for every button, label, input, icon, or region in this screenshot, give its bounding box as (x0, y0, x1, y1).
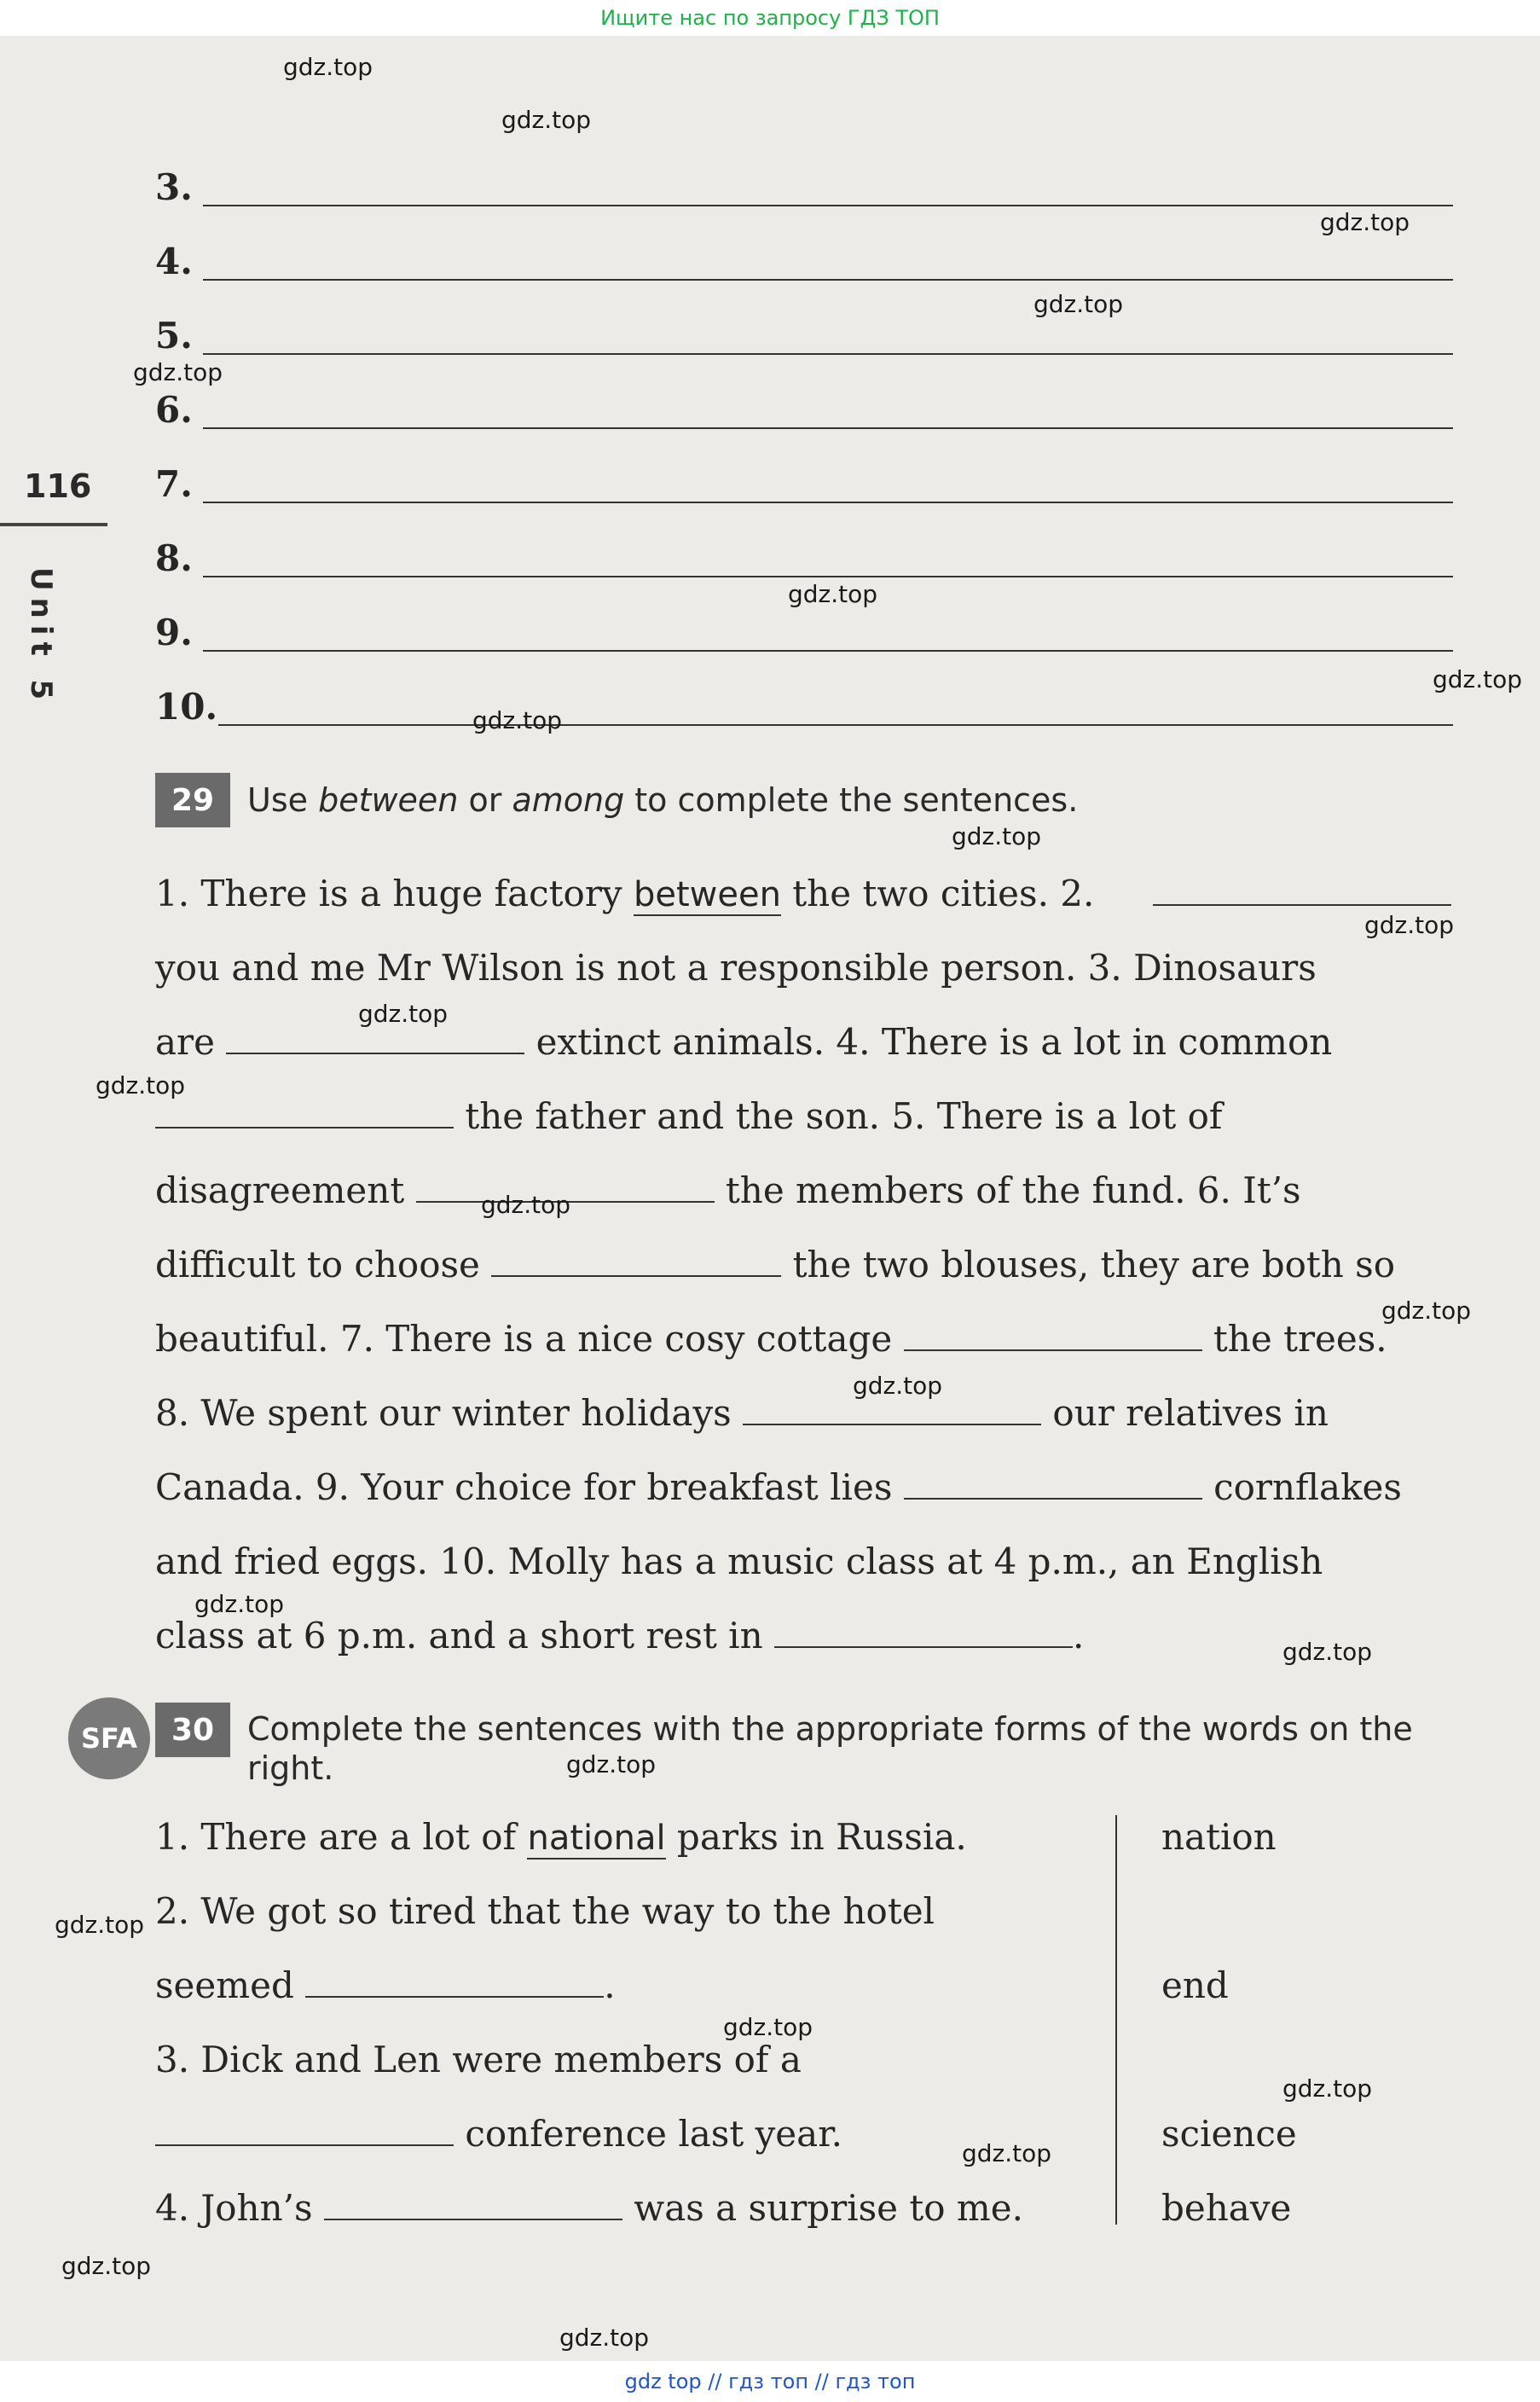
exercise-number: 30 (155, 1703, 230, 1757)
instr-italic: between (318, 781, 459, 819)
watermark: gdz.top (1364, 911, 1455, 939)
watermark: gdz.top (1033, 290, 1124, 318)
sentence-text (155, 1462, 1402, 1513)
text: 1. There is a huge factory (155, 873, 634, 914)
write-line (218, 724, 1453, 726)
sentence-text: 2. We got so tired that the way to the hotel (155, 1890, 935, 1932)
text: 8. We spent our winter holidays (155, 1392, 744, 1434)
instr-part: Use (247, 781, 319, 819)
instr-line: right. (247, 1749, 334, 1787)
write-line (203, 576, 1453, 577)
word-column-divider (1115, 1815, 1117, 2225)
instr-part: or (458, 781, 512, 819)
watermark: gdz.top (559, 2324, 650, 2352)
answer-blank[interactable] (155, 2119, 454, 2146)
text: . (604, 1964, 616, 2006)
sentence-text: and fried eggs. 10. Molly has a music class at 4 p.m., an English (155, 1540, 1323, 1582)
text: the members of the fund. 6. It’s (714, 1169, 1301, 1211)
ex29-line-2 (155, 943, 1451, 994)
sentence-text (155, 1610, 1084, 1662)
instr-italic: among (512, 781, 625, 819)
watermark: gdz.top (952, 822, 1042, 850)
text: 4. John’s (155, 2187, 324, 2229)
write-line (203, 650, 1453, 652)
ex29-line-7 (155, 1314, 1451, 1365)
watermark: gdz.top (55, 1911, 145, 1939)
text: class at 6 p.m. and a short rest in (155, 1615, 775, 1656)
ex29-line-1 (155, 868, 1451, 920)
text: beautiful. 7. There is a nice cosy cottage (155, 1318, 904, 1360)
instr-line: Complete the sentences with the appropriate forms of the words on the (247, 1710, 1413, 1748)
text: cornflakes (1201, 1466, 1402, 1508)
word-nation: nation (1161, 1816, 1277, 1858)
watermark: gdz.top (1282, 2074, 1373, 2103)
watermark: gdz.top (133, 358, 223, 386)
text: the two blouses, they are both so (781, 1244, 1395, 1285)
line-number: 8. (155, 537, 193, 579)
ex30-line-2 (155, 1886, 1076, 1937)
ex29-line-8 (155, 1388, 1451, 1439)
watermark: gdz.top (1381, 1297, 1472, 1325)
text: extinct animals. 4. There is a lot in common (524, 1021, 1333, 1063)
answer-blank[interactable] (743, 1398, 1041, 1425)
text: . (1073, 1615, 1085, 1656)
ex29-line-11 (155, 1610, 1451, 1662)
text: difficult to choose (155, 1244, 492, 1285)
answer-blank[interactable] (155, 1101, 454, 1128)
sentence-text (155, 1091, 1222, 1142)
watermark: gdz.top (566, 1750, 657, 1778)
sentence-text (155, 2183, 1023, 2234)
ex30-line-4 (155, 2034, 1076, 2086)
write-line (203, 427, 1453, 429)
watermark: gdz.top (788, 580, 878, 608)
answer-line-5 (155, 310, 1453, 362)
answer-blank[interactable] (226, 1027, 524, 1054)
watermark: gdz.top (194, 1590, 285, 1618)
ex29-line-6 (155, 1239, 1451, 1291)
sentence-text (155, 1314, 1387, 1365)
text: was a surprise to me. (622, 2187, 1023, 2229)
filled-answer: national (527, 1819, 666, 1858)
text: parks in Russia. (665, 1816, 967, 1858)
watermark: gdz.top (1433, 665, 1523, 693)
watermark: gdz.top (501, 106, 592, 134)
answer-line-8 (155, 533, 1453, 584)
sentence-text: you and me Mr Wilson is not a responsible person. 3. Dinosaurs (155, 947, 1317, 989)
exercise-29-header (155, 773, 1078, 827)
watermark: gdz.top (853, 1372, 943, 1400)
ex29-line-3 (155, 1017, 1451, 1068)
word-behave: behave (1161, 2187, 1292, 2229)
answer-blank[interactable] (1153, 879, 1451, 906)
sentence-text (155, 1960, 616, 2011)
answer-line-4 (155, 236, 1453, 287)
line-number: 9. (155, 612, 193, 653)
ex29-line-5 (155, 1165, 1451, 1216)
line-number: 3. (155, 166, 193, 208)
text: are (155, 1021, 227, 1063)
answer-line-10 (155, 682, 1453, 733)
answer-blank[interactable] (904, 1472, 1202, 1500)
watermark: gdz.top (472, 706, 563, 734)
text: our relatives in (1041, 1392, 1329, 1434)
top-banner[interactable]: Ищите нас по запросу ГДЗ ТОП (0, 0, 1540, 36)
answer-blank[interactable] (774, 1621, 1073, 1648)
line-number: 7. (155, 463, 193, 505)
answer-blank[interactable] (305, 1970, 604, 1998)
unit-label: Unit 5 (24, 567, 58, 707)
ex30-line-1 (155, 1812, 1076, 1864)
answer-line-9 (155, 607, 1453, 659)
sfa-badge-icon: SFA (68, 1697, 150, 1779)
sentence-text (155, 1239, 1395, 1291)
line-number: 4. (155, 241, 193, 282)
text: 1. There are a lot of (155, 1816, 528, 1858)
text: Canada. 9. Your choice for breakfast lies (155, 1466, 904, 1508)
page-number-rule (0, 523, 107, 526)
ex29-line-9 (155, 1462, 1451, 1513)
sentence-text (155, 2109, 842, 2160)
page-number: 116 (24, 467, 92, 505)
exercise-instruction (247, 1709, 1443, 1788)
instr-part: to complete the sentences. (624, 781, 1079, 819)
sentence-text (155, 1812, 967, 1864)
ex30-line-6 (155, 2183, 1076, 2234)
watermark: gdz.top (723, 2013, 813, 2041)
write-line (203, 279, 1453, 281)
watermark: gdz.top (358, 1000, 449, 1028)
answer-line-7 (155, 459, 1453, 510)
write-line (203, 205, 1453, 206)
word-science: science (1161, 2113, 1297, 2155)
text: conference last year. (454, 2113, 843, 2155)
sentence-text (155, 1165, 1301, 1216)
sentence-text (155, 1017, 1332, 1068)
text: the two cities. 2. (780, 873, 1095, 914)
watermark: gdz.top (61, 2252, 152, 2280)
answer-line-3 (155, 162, 1453, 213)
filled-answer: between (633, 875, 781, 914)
word-end: end (1161, 1964, 1229, 2006)
watermark: gdz.top (283, 53, 373, 81)
watermark: gdz.top (481, 1191, 571, 1219)
answer-blank[interactable] (904, 1324, 1202, 1351)
write-line (203, 502, 1453, 503)
exercise-instruction (247, 780, 1078, 820)
text: disagreement (155, 1169, 416, 1211)
ex29-line-10 (155, 1536, 1451, 1587)
text: seemed (155, 1964, 306, 2006)
answer-line-6 (155, 385, 1453, 436)
sentence-text (155, 1388, 1329, 1439)
ex29-line-4 (155, 1091, 1451, 1142)
exercise-30-header (155, 1703, 1443, 1788)
watermark: gdz.top (962, 2139, 1052, 2167)
ex30-line-3 (155, 1960, 1076, 2011)
sentence-text: 3. Dick and Len were members of a (155, 2039, 802, 2080)
bottom-banner[interactable]: gdz top // гдз топ // гдз топ (0, 2361, 1540, 2402)
answer-blank[interactable] (324, 2193, 622, 2220)
line-number: 6. (155, 389, 193, 431)
write-line (203, 353, 1453, 355)
text: the father and the son. 5. There is a lot of (454, 1095, 1223, 1137)
ex30-line-5 (155, 2109, 1076, 2160)
watermark: gdz.top (1282, 1638, 1373, 1666)
exercise-number: 29 (155, 773, 230, 827)
watermark: gdz.top (96, 1071, 186, 1099)
text: the trees. (1201, 1318, 1387, 1360)
line-number: 10. (155, 686, 218, 728)
line-number: 5. (155, 315, 193, 357)
answer-blank[interactable] (491, 1250, 781, 1277)
sentence-text (155, 868, 1094, 920)
watermark: gdz.top (1320, 208, 1410, 236)
